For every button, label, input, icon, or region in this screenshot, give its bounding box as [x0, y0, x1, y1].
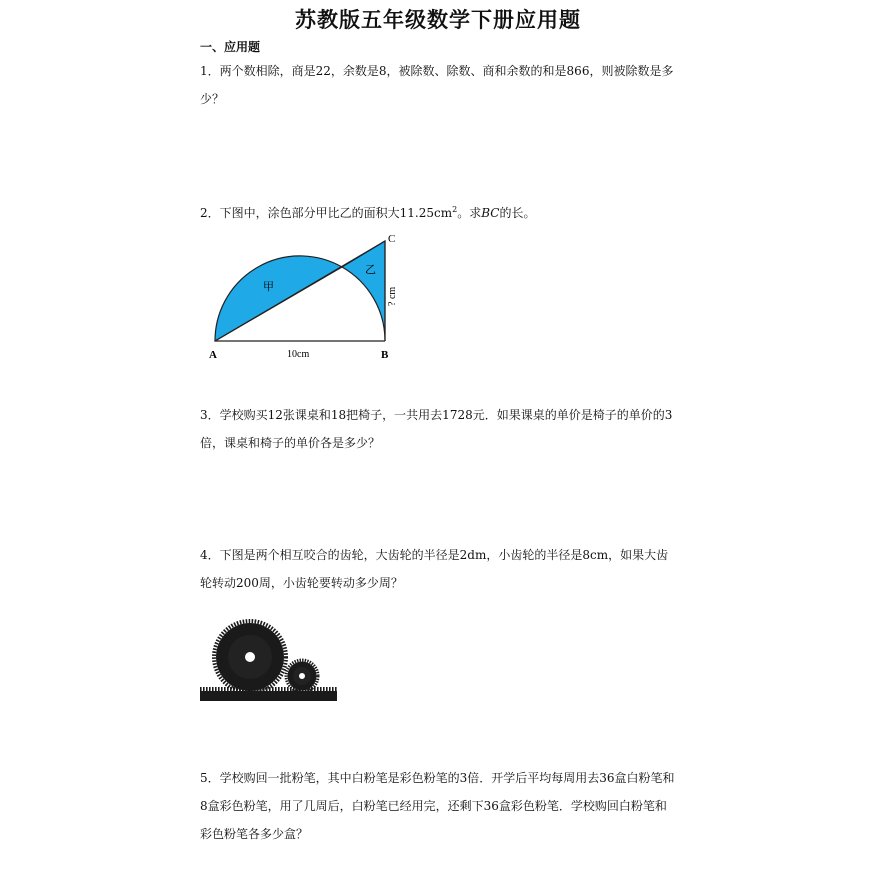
side-length-label: ? cm — [387, 286, 398, 306]
question-number: 2． — [200, 206, 220, 220]
question-1 — [200, 57, 676, 113]
ground-bar — [200, 691, 337, 701]
page-title: 苏教版五年级数学下册应用题 — [295, 7, 581, 32]
shaded-region-yi — [342, 241, 385, 341]
gears-image — [200, 603, 337, 703]
question-number: 3． — [200, 408, 220, 422]
question-3 — [200, 401, 676, 457]
question-text: 两个数相除，商是22，余数是8，被除数、除数、商和余数的和是866，则被除数是多少？ — [200, 64, 674, 106]
question-4 — [200, 541, 676, 597]
shaded-region-jia — [215, 256, 342, 341]
gear-icon — [214, 621, 286, 693]
label-a: A — [209, 349, 217, 361]
question-text-mid: 。求 — [457, 206, 482, 220]
question-text: 下图是两个相互咬合的齿轮，大齿轮的半径是2dm，小齿轮的半径是8cm，如果大齿轮转动200周，小齿轮要转动多少周？ — [200, 548, 669, 590]
label-yi: 乙 — [365, 263, 376, 276]
question-number: 4． — [200, 548, 220, 562]
geometry-figure — [200, 228, 420, 368]
question-2 — [200, 196, 676, 227]
base-length-label: 10cm — [287, 349, 310, 360]
question-text: 学校购买12张课桌和18把椅子，一共用去1728元．如果课桌的单价是椅子的单价的3倍，课桌和椅子的单价各是多少？ — [200, 408, 673, 450]
question-number: 5． — [200, 771, 220, 785]
label-c: C — [388, 233, 396, 245]
variable-bc: BC — [481, 206, 500, 220]
superscript: 2 — [452, 205, 458, 214]
question-text-end: 的长。 — [499, 206, 536, 220]
section-heading: 一、应用题 — [200, 40, 261, 54]
label-b: B — [381, 349, 389, 361]
question-number: 1． — [200, 64, 220, 78]
label-jia: 甲 — [263, 280, 274, 293]
question-text: 学校购回一批粉笔，其中白粉笔是彩色粉笔的3倍．开学后平均每周用去36盒白粉笔和8盒彩色粉笔，用了几周后，白粉笔已经用完，还剩下36盒彩色粉笔．学校购回白粉笔和彩色粉笔各多少盒？ — [200, 771, 675, 841]
question-5 — [200, 764, 676, 848]
question-text: 下图中，涂色部分甲比乙的面积大11.25cm — [219, 206, 453, 220]
